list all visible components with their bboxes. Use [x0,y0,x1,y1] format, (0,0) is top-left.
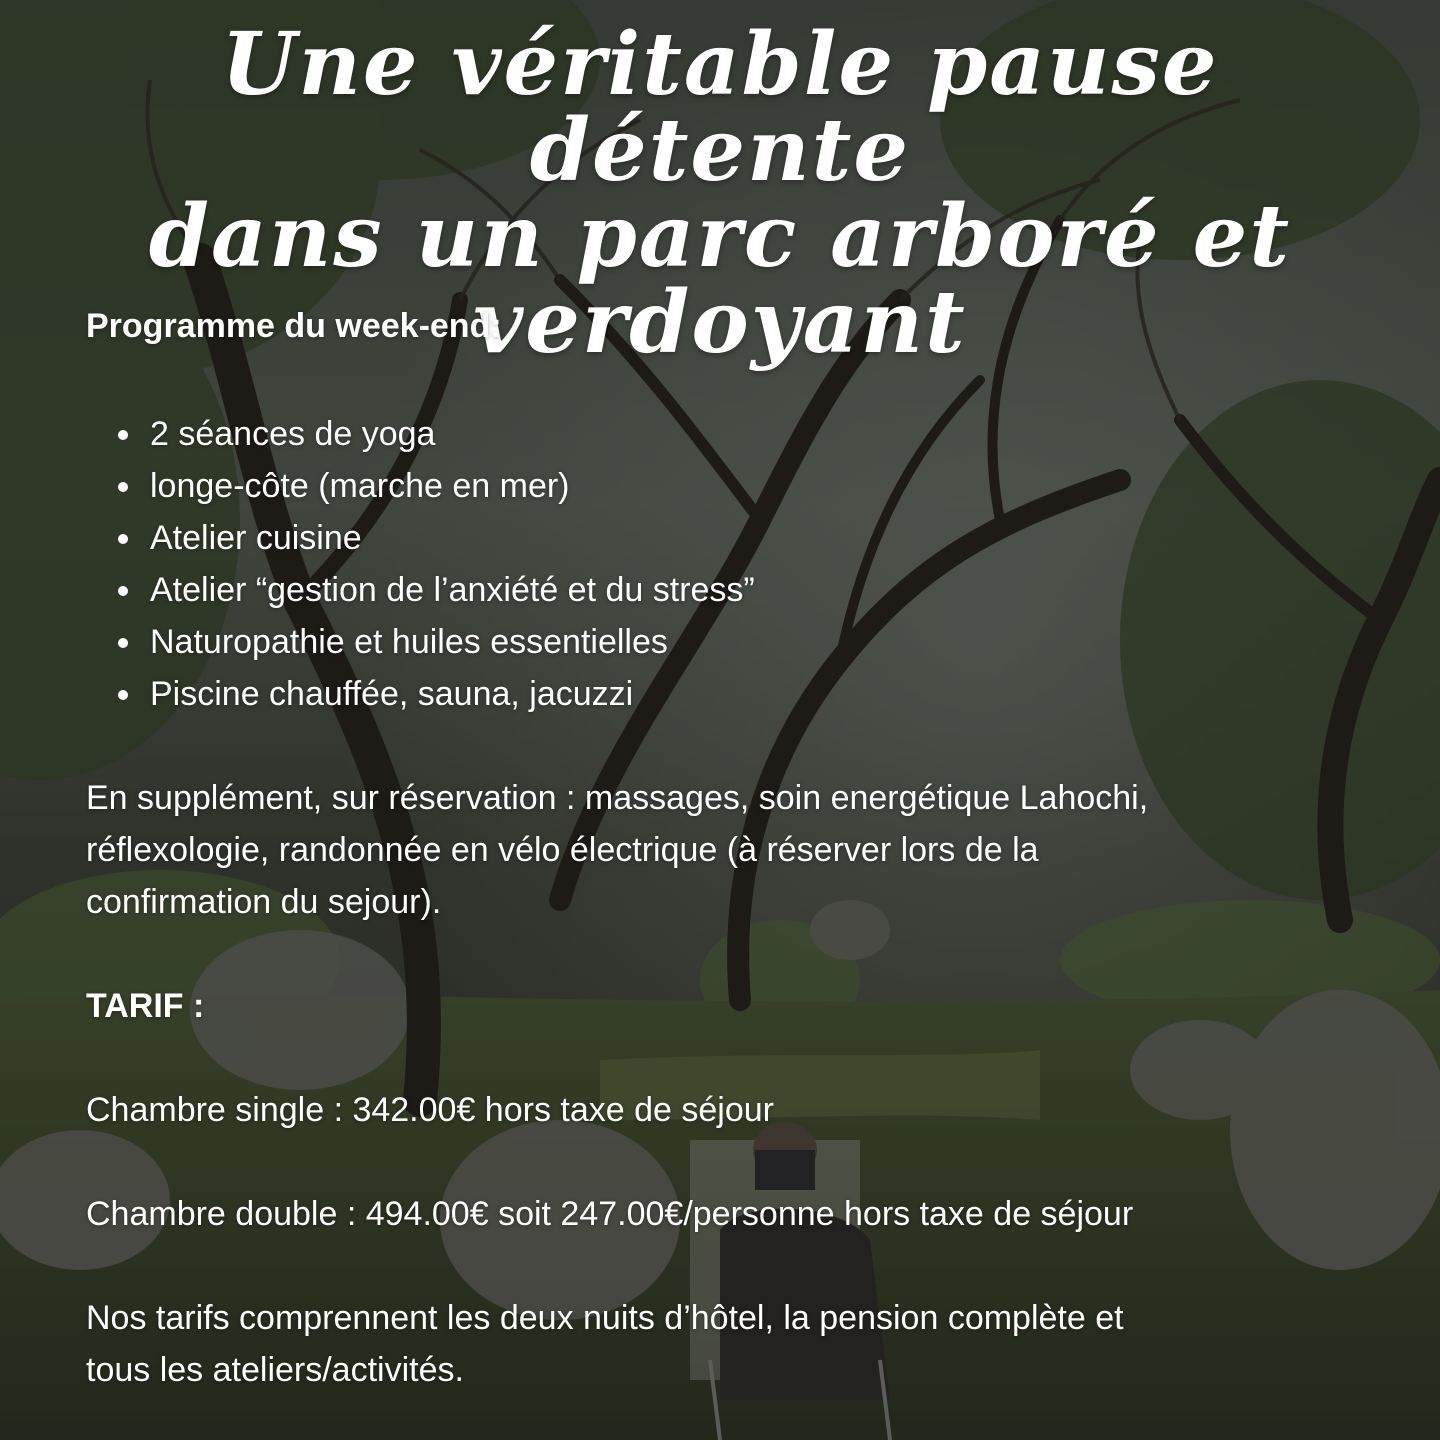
tarif-note-line-1: Nos tarifs comprennent les deux nuits d’hôtel, la pension complète et [86,1299,1124,1337]
list-item: Atelier “gestion de l’anxiété et du stress” [116,564,755,616]
list-item: Naturopathie et huiles essentielles [116,616,755,668]
supplement-line-2: réflexologie, randonnée en vélo électrique (à réserver lors de la [86,831,1039,869]
supplement-line-3: confirmation du sejour). [86,883,442,921]
program-heading: Programme du week-end: [86,307,502,345]
tarif-single: Chambre single : 342.00€ hors taxe de séjour [86,1091,774,1129]
supplement-line-1: En supplément, sur réservation : massages, soin energétique Lahochi, [86,779,1149,817]
title-line-1: Une véritable pause détente [221,14,1219,201]
list-item: 2 séances de yoga [116,408,755,460]
list-item: longe-côte (marche en mer) [116,460,755,512]
title-line-2: dans un parc arboré et [148,186,1292,287]
supplement-paragraph [86,772,1356,928]
tarif-note-line-2: tous les ateliers/activités. [86,1351,464,1389]
tarif-double: Chambre double : 494.00€ soit 247.00€/personne hors taxe de séjour [86,1195,1134,1233]
title-line-3: verdoyant [473,272,967,373]
list-item: Atelier cuisine [116,512,755,564]
tarif-heading: TARIF : [86,987,205,1025]
tarif-note [86,1292,1356,1396]
activities-list [86,408,755,720]
content-block [86,300,1356,1389]
list-item: Piscine chauffée, sauna, jacuzzi [116,668,755,720]
